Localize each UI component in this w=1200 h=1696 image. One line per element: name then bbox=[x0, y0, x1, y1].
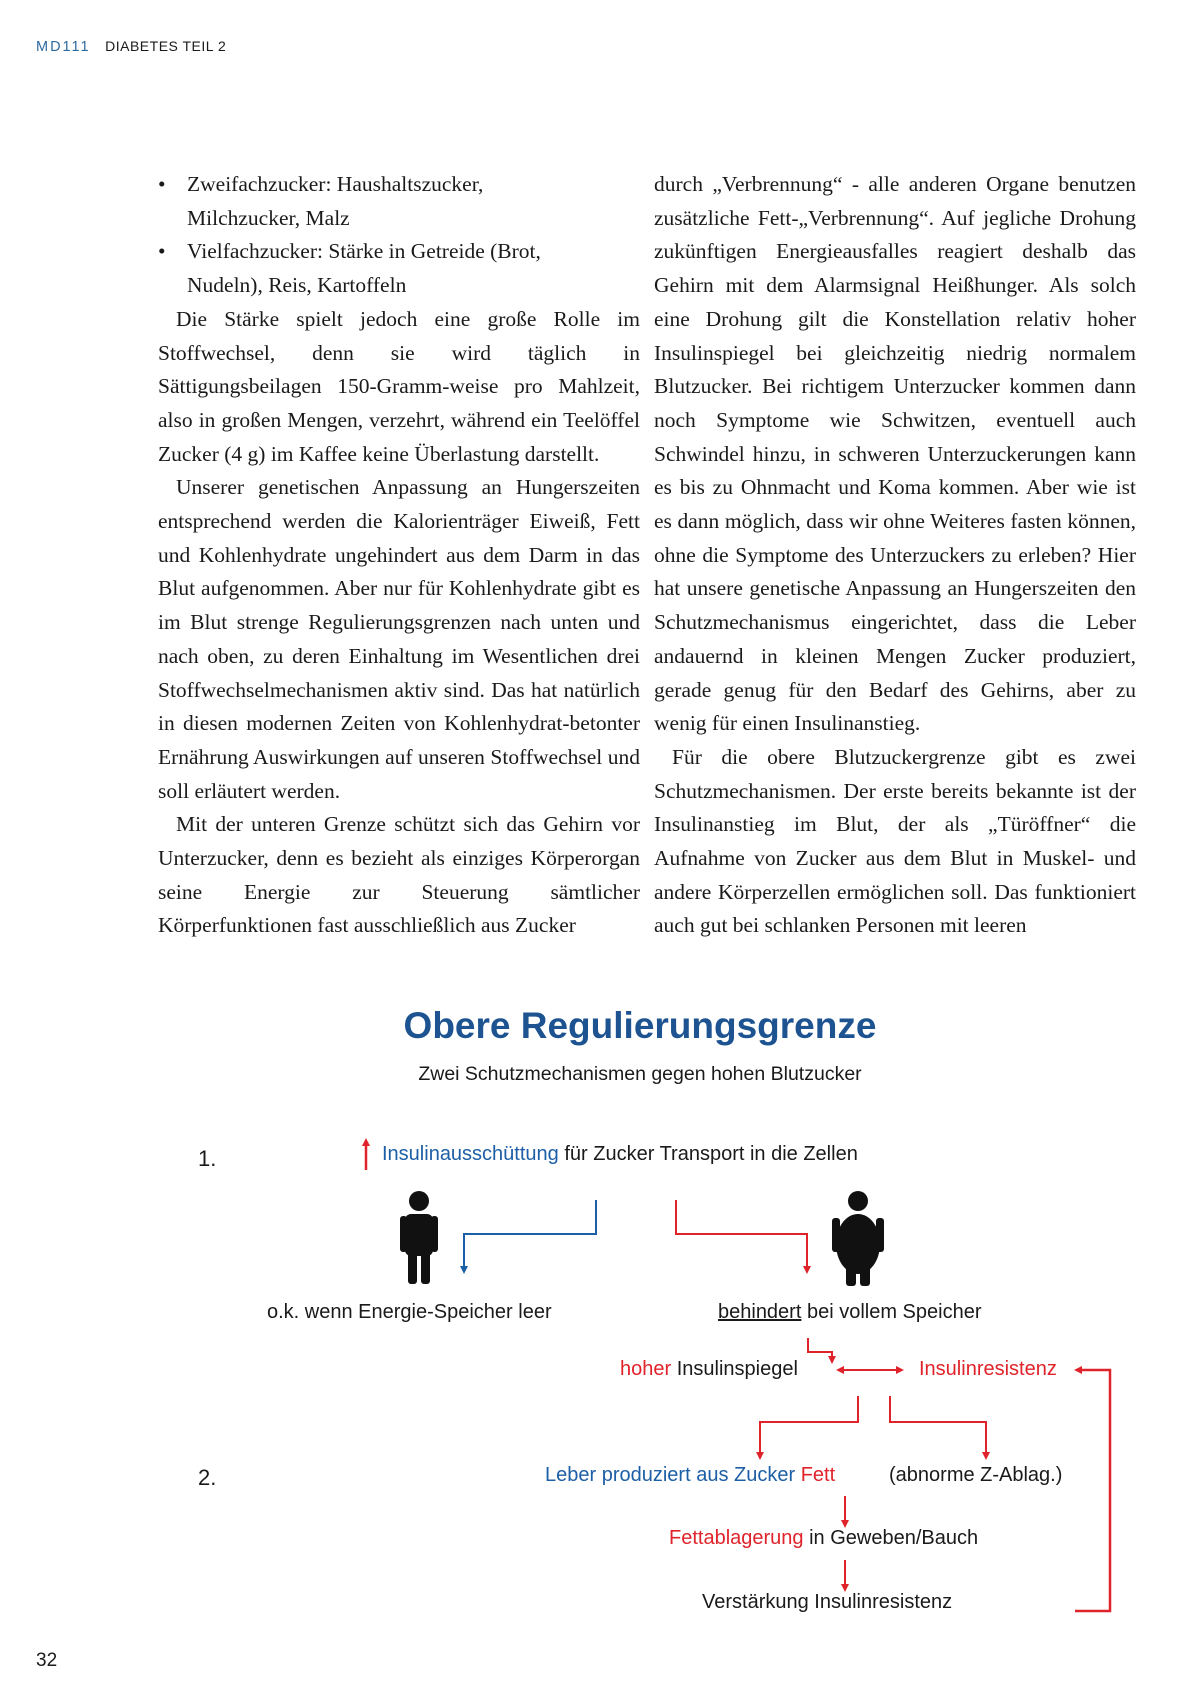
high-rest: Insulinspiegel bbox=[671, 1358, 798, 1380]
blue-connector-arrow bbox=[464, 1200, 596, 1270]
hindered-rest: bei vollem Speicher bbox=[801, 1301, 982, 1323]
high-insulin-label bbox=[620, 1358, 798, 1381]
amplify-label: Verstärkung Insulinresistenz bbox=[702, 1591, 953, 1613]
insulin-resistance-label: Insulinresistenz bbox=[919, 1358, 1057, 1380]
bullet-line: Milchzucker, Malz bbox=[187, 205, 350, 230]
step-1-label bbox=[382, 1143, 858, 1166]
hindered-word: behindert bbox=[718, 1301, 802, 1323]
liver-text: Leber produziert aus Zucker bbox=[545, 1464, 801, 1486]
paragraph: Für die obere Blutzuckergrenze gibt es zwei Schutzmechanismen. Der erste bereits bekannte ist der Insulinanstieg im Blut, der als „Türöffner“ die Aufnahme von Zucker aus dem Blut in Muskel- und andere Körperzellen ermöglichen soll. Das funktioniert auch gut bei schlanken Personen mit leeren bbox=[654, 744, 1136, 938]
step-1-number: 1. bbox=[198, 1146, 217, 1171]
paragraph: Die Stärke spielt jedoch eine große Rolle im Stoffwechsel, denn sie wird täglich in Sättigungsbeilagen 150-Gramm-weise pro Mahlzeit, also in großen Mengen, verzehrt, während ein Teelöffel Zucker (4 g) im Kaffee keine Überlastung darstellt. bbox=[158, 306, 640, 466]
bullet-icon: • bbox=[158, 239, 166, 264]
diagram-subtitle: Zwei Schutzmechanismen gegen hohen Blutzucker bbox=[418, 1063, 862, 1085]
series-code: MD111 bbox=[36, 39, 91, 55]
transport-label: für Zucker Transport in die Zellen bbox=[558, 1143, 858, 1165]
red-connector-arrow bbox=[760, 1396, 858, 1456]
diagram-title: Obere Regulierungsgrenze bbox=[403, 1005, 877, 1046]
bullet-line: Zweifachzucker: Haushaltszucker, bbox=[187, 172, 484, 196]
bullet-line: Vielfachzucker: Stärke in Getreide (Brot, bbox=[187, 239, 541, 264]
series-title: DIABETES TEIL 2 bbox=[105, 38, 227, 54]
fat-deposit-word: Fettablagerung bbox=[669, 1527, 804, 1549]
red-connector-arrow bbox=[808, 1338, 832, 1360]
high-word: hoher bbox=[620, 1358, 672, 1380]
ok-label: o.k. wenn Energie-Speicher leer bbox=[267, 1301, 552, 1323]
step-2-number: 2. bbox=[198, 1465, 217, 1490]
feedback-loop-arrow bbox=[1075, 1370, 1110, 1611]
overweight-person-icon bbox=[832, 1191, 884, 1286]
hindered-label bbox=[718, 1301, 982, 1324]
page-number: 32 bbox=[36, 1650, 58, 1671]
fat-deposit-rest: in Geweben/Bauch bbox=[803, 1527, 979, 1549]
paragraph: Unserer genetischen Anpassung an Hungerszeiten entsprechend werden die Kalorienträger Eiweiß, Fett und Kohlenhydrate ungehindert aus dem Darm in das Blut aufgenommen. Aber nur für Kohlenhydrate gibt es im Blut strenge Regulierungsgrenzen nach unten und nach oben, zu deren Einhaltung im Wesentlichen drei Stoffwechselmechanismen aktiv sind. Das hat natürlich in diesen modernen Zeiten von Kohlenhydrat-betonter Ernährung Auswirkungen auf unseren Stoffwechsel und soll erläutert werden. bbox=[158, 475, 640, 803]
bullet-icon: • bbox=[158, 172, 166, 196]
fat-deposit-label bbox=[669, 1527, 978, 1550]
red-connector-arrow bbox=[676, 1200, 807, 1270]
fat-word: Fett bbox=[800, 1464, 836, 1486]
abnormal-label: (abnorme Z-Ablag.) bbox=[889, 1464, 1063, 1486]
paragraph: durch „Verbrennung“ - alle anderen Organe benutzen zusätzliche Fett-„Verbrennung“. Auf jegliche Drohung zukünftigen Energieausfalles reagiert deshalb das Gehirn mit dem Alarmsignal Heißhunger. Als solch eine Drohung gilt die Konstellation relativ hoher Insulinspiegel bei gleichzeitig niedrig normalem Blutzucker. Bei richtigem Unterzucker kommen dann noch Symptome wie Schwitzen, eventuell auch Schwindel hinzu, in schweren Unterzuckerungen kann es bis zu Ohnmacht und Koma kommen. Aber wie ist es dann möglich, dass wir ohne Weiteres fasten können, ohne die Symptome des Unterzuckers zu erleben? Hier hat unsere genetische Anpassung an Hungerszeiten den Schutzmechanismus eingerichtet, dass die Leber andauernd in kleinen Mengen Zucker produziert, gerade genug für den Bedarf des Gehirns, aber zu wenig für einen Insulinanstieg. bbox=[654, 172, 1136, 736]
paragraph: Mit der unteren Grenze schützt sich das Gehirn vor Unterzucker, denn es bezieht als einziges Körperorgan seine Energie zur Steuerung sämtlicher Körperfunktionen fast ausschließlich aus Zucker bbox=[158, 812, 640, 938]
red-connector-arrow bbox=[890, 1396, 986, 1456]
insulin-release-label: Insulinausschüttung bbox=[382, 1143, 559, 1165]
bullet-line: Nudeln), Reis, Kartoffeln bbox=[187, 273, 407, 298]
liver-label bbox=[545, 1464, 835, 1487]
slim-person-icon bbox=[400, 1191, 438, 1284]
